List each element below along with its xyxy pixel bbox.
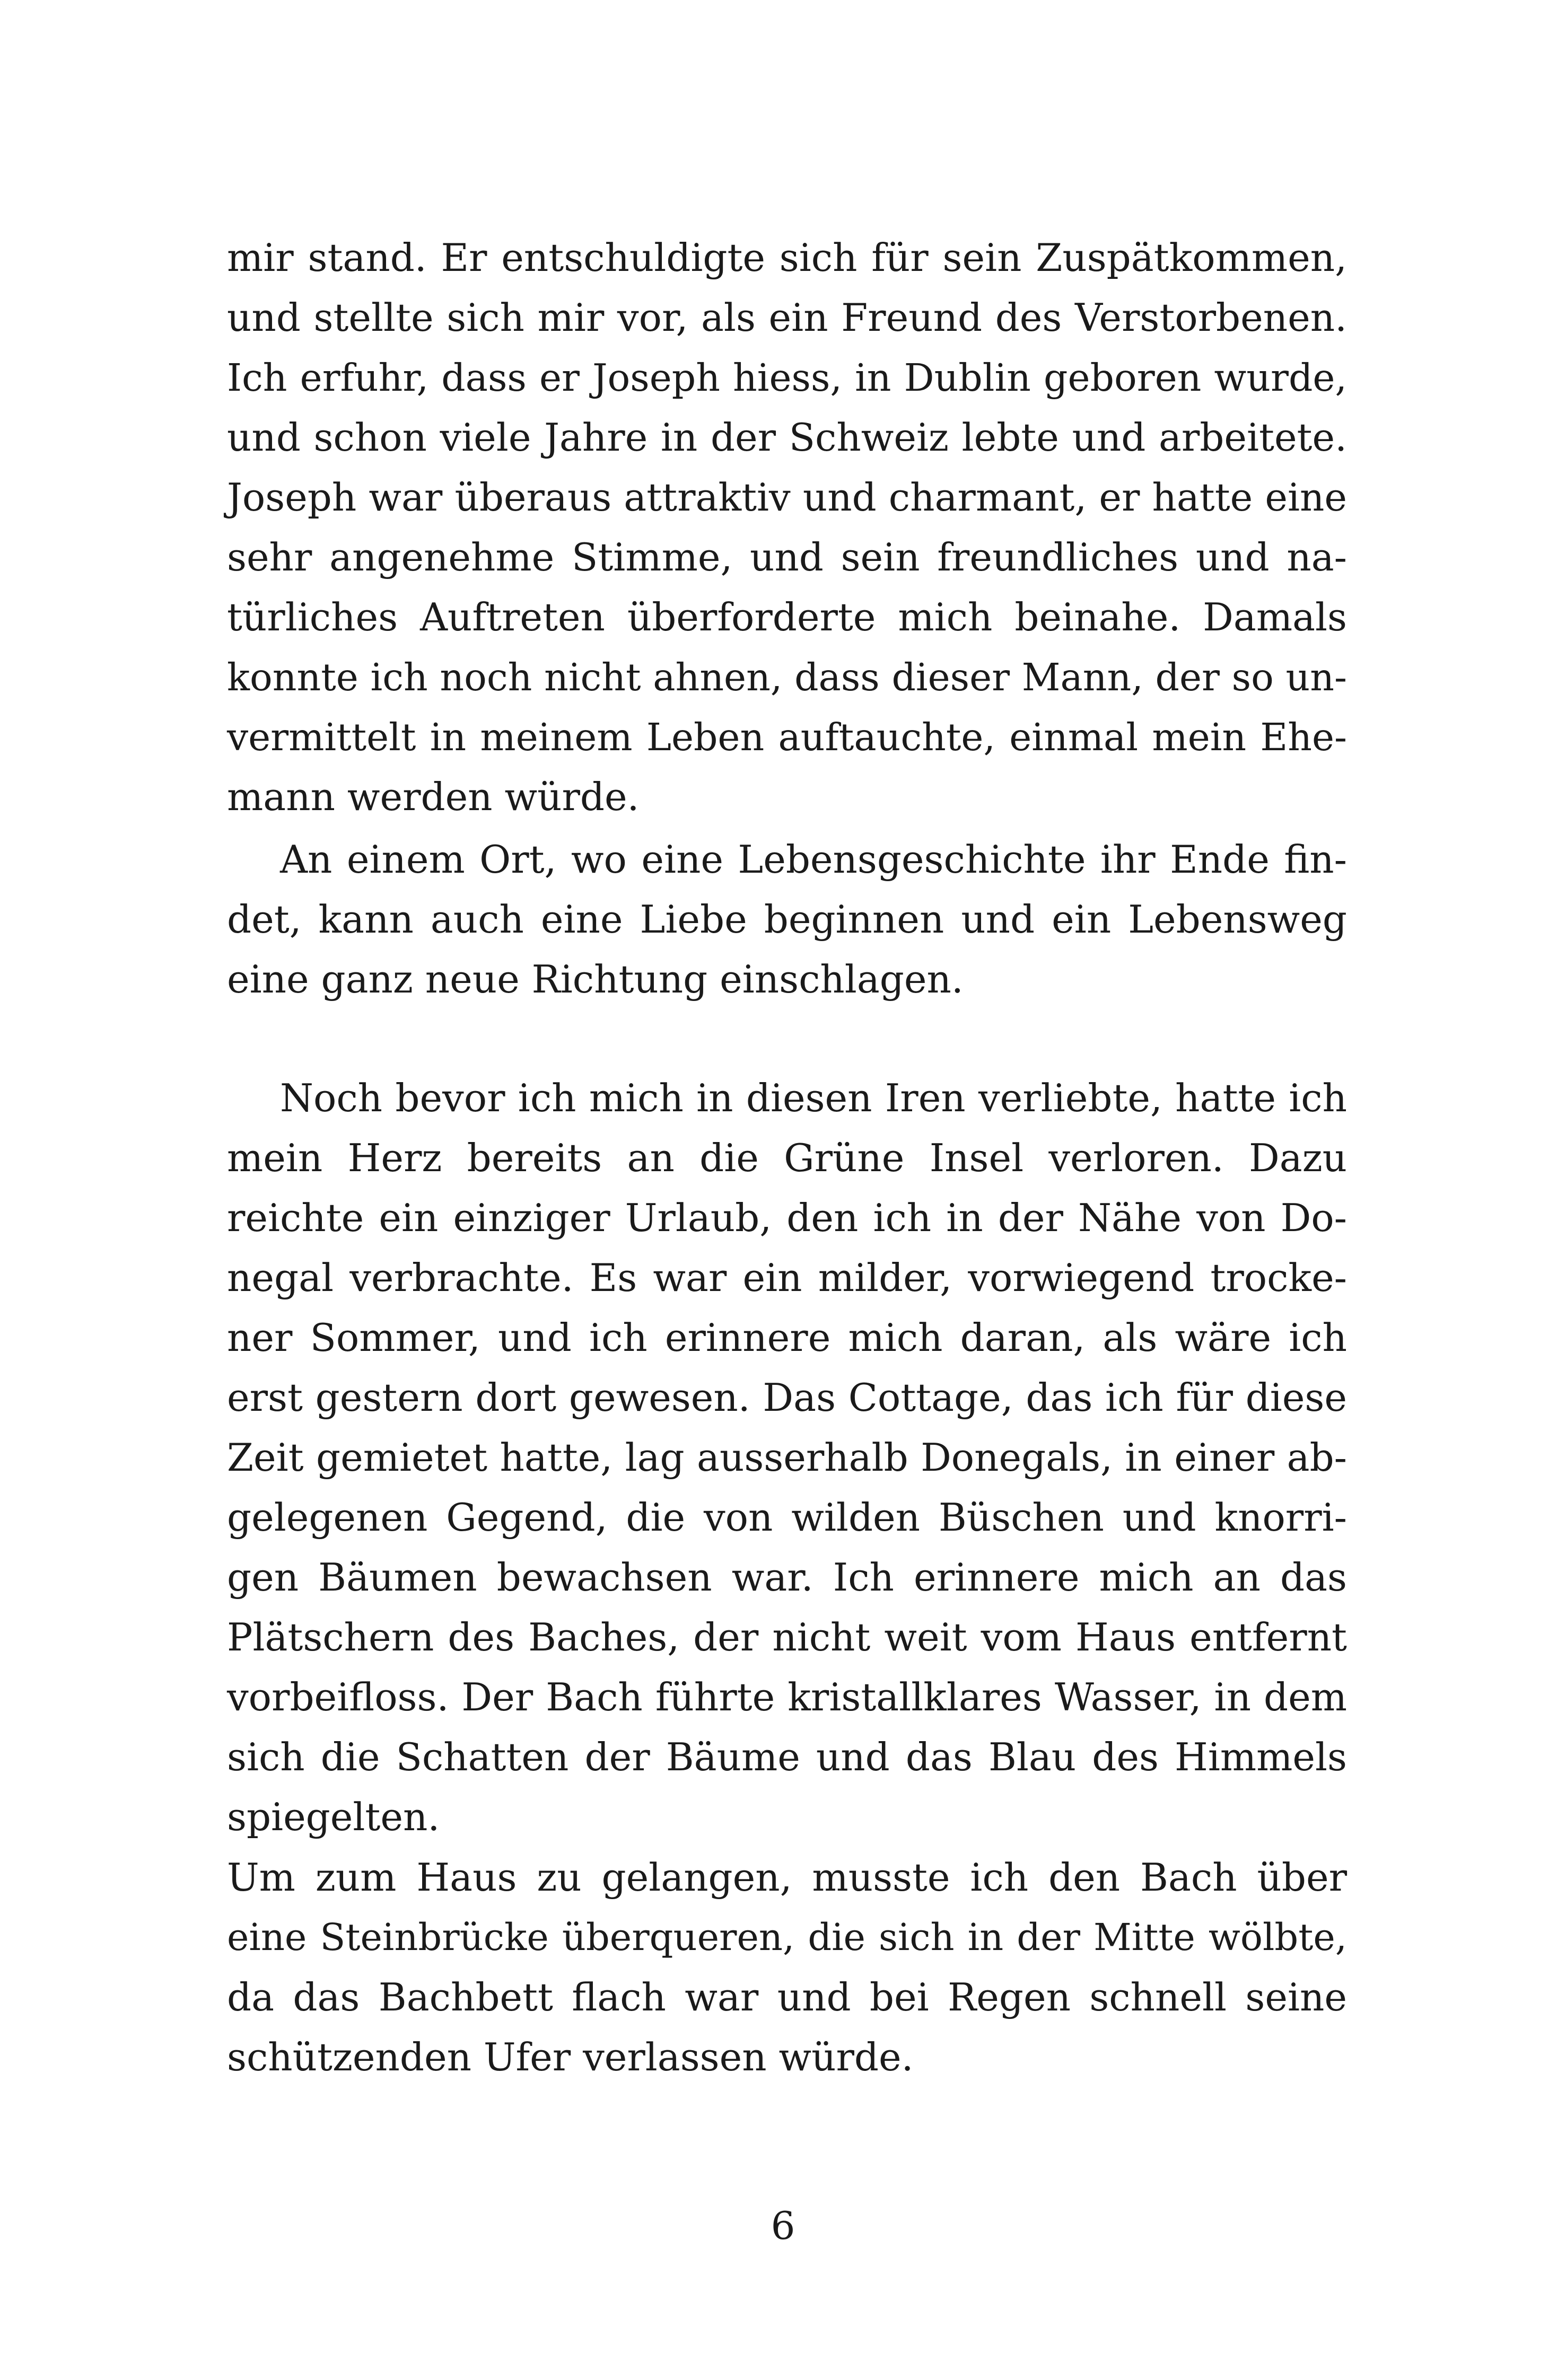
paragraph-4 [227, 1848, 1347, 2087]
text-line: Zeit gemietet hatte, lag ausserhalb Donegals, in einer ab- [227, 1435, 1347, 1480]
text-line: An einem Ort, wo eine Lebensgeschichte ihr Ende fin- [280, 837, 1347, 882]
text-line: eine Steinbrücke überqueren, die sich in der Mitte wölbte, [227, 1916, 1347, 1959]
text-line: vermittelt in meinem Leben auftauchte, einmal mein Ehe- [227, 715, 1347, 759]
paragraph-2 [227, 830, 1347, 1009]
text-line: reichte ein einziger Urlaub, den ich in der Nähe von Do- [227, 1196, 1347, 1240]
text-line: türliches Auftreten überforderte mich beinahe. Damals [227, 595, 1347, 639]
text-line: gelegenen Gegend, die von wilden Büschen und knorri- [227, 1495, 1347, 1540]
text-line: eine ganz neue Richtung einschlagen. [227, 957, 964, 1002]
text-line: Plätschern des Baches, der nicht weit vom Haus entfernt [227, 1615, 1347, 1659]
text-line: konnte ich noch nicht ahnen, dass dieser Mann, der so un- [227, 655, 1347, 699]
text-line: schützenden Ufer verlassen würde. [227, 2035, 914, 2079]
text-line: ner Sommer, und ich erinnere mich daran, als wäre ich [227, 1315, 1347, 1360]
text-line: sehr angenehme Stimme, und sein freundliches und na- [227, 535, 1347, 579]
text-line: Ich erfuhr, dass er Joseph hiess, in Dublin geboren wurde, [227, 356, 1347, 400]
text-line: da das Bachbett flach war und bei Regen schnell seine [227, 1975, 1347, 2019]
text-line: vorbeifloss. Der Bach führte kristallklares Wasser, in dem [227, 1675, 1347, 1719]
text-line: negal verbrachte. Es war ein milder, vorwiegend trocke- [227, 1255, 1347, 1300]
text-line: sich die Schatten der Bäume und das Blau des Himmels [227, 1735, 1347, 1779]
text-line: Joseph war überaus attraktiv und charmant, er hatte eine [227, 475, 1347, 520]
text-line: Um zum Haus zu gelangen, musste ich den Bach über [227, 1855, 1347, 1900]
text-line: mein Herz bereits an die Grüne Insel verloren. Dazu [227, 1136, 1347, 1180]
page-number: 6 [771, 2203, 795, 2248]
text-line: det, kann auch eine Liebe beginnen und ein Lebensweg [227, 897, 1347, 942]
text-line: gen Bäumen bewachsen war. Ich erinnere mich an das [227, 1555, 1347, 1600]
text-line: mir stand. Er entschuldigte sich für sein Zuspätkommen, [227, 235, 1347, 280]
text-line: spiegelten. [227, 1795, 440, 1839]
text-line: erst gestern dort gewesen. Das Cottage, das ich für diese [227, 1375, 1347, 1420]
text-line: mann werden würde. [227, 775, 640, 819]
paragraph-3 [227, 1068, 1347, 1847]
text-line: Noch bevor ich mich in diesen Iren verliebte, hatte ich [280, 1076, 1347, 1120]
text-line: und schon viele Jahre in der Schweiz lebte und arbeitete. [227, 415, 1347, 460]
paragraph-1 [227, 228, 1347, 827]
text-line: und stellte sich mir vor, als ein Freund des Verstorbenen. [227, 295, 1347, 340]
